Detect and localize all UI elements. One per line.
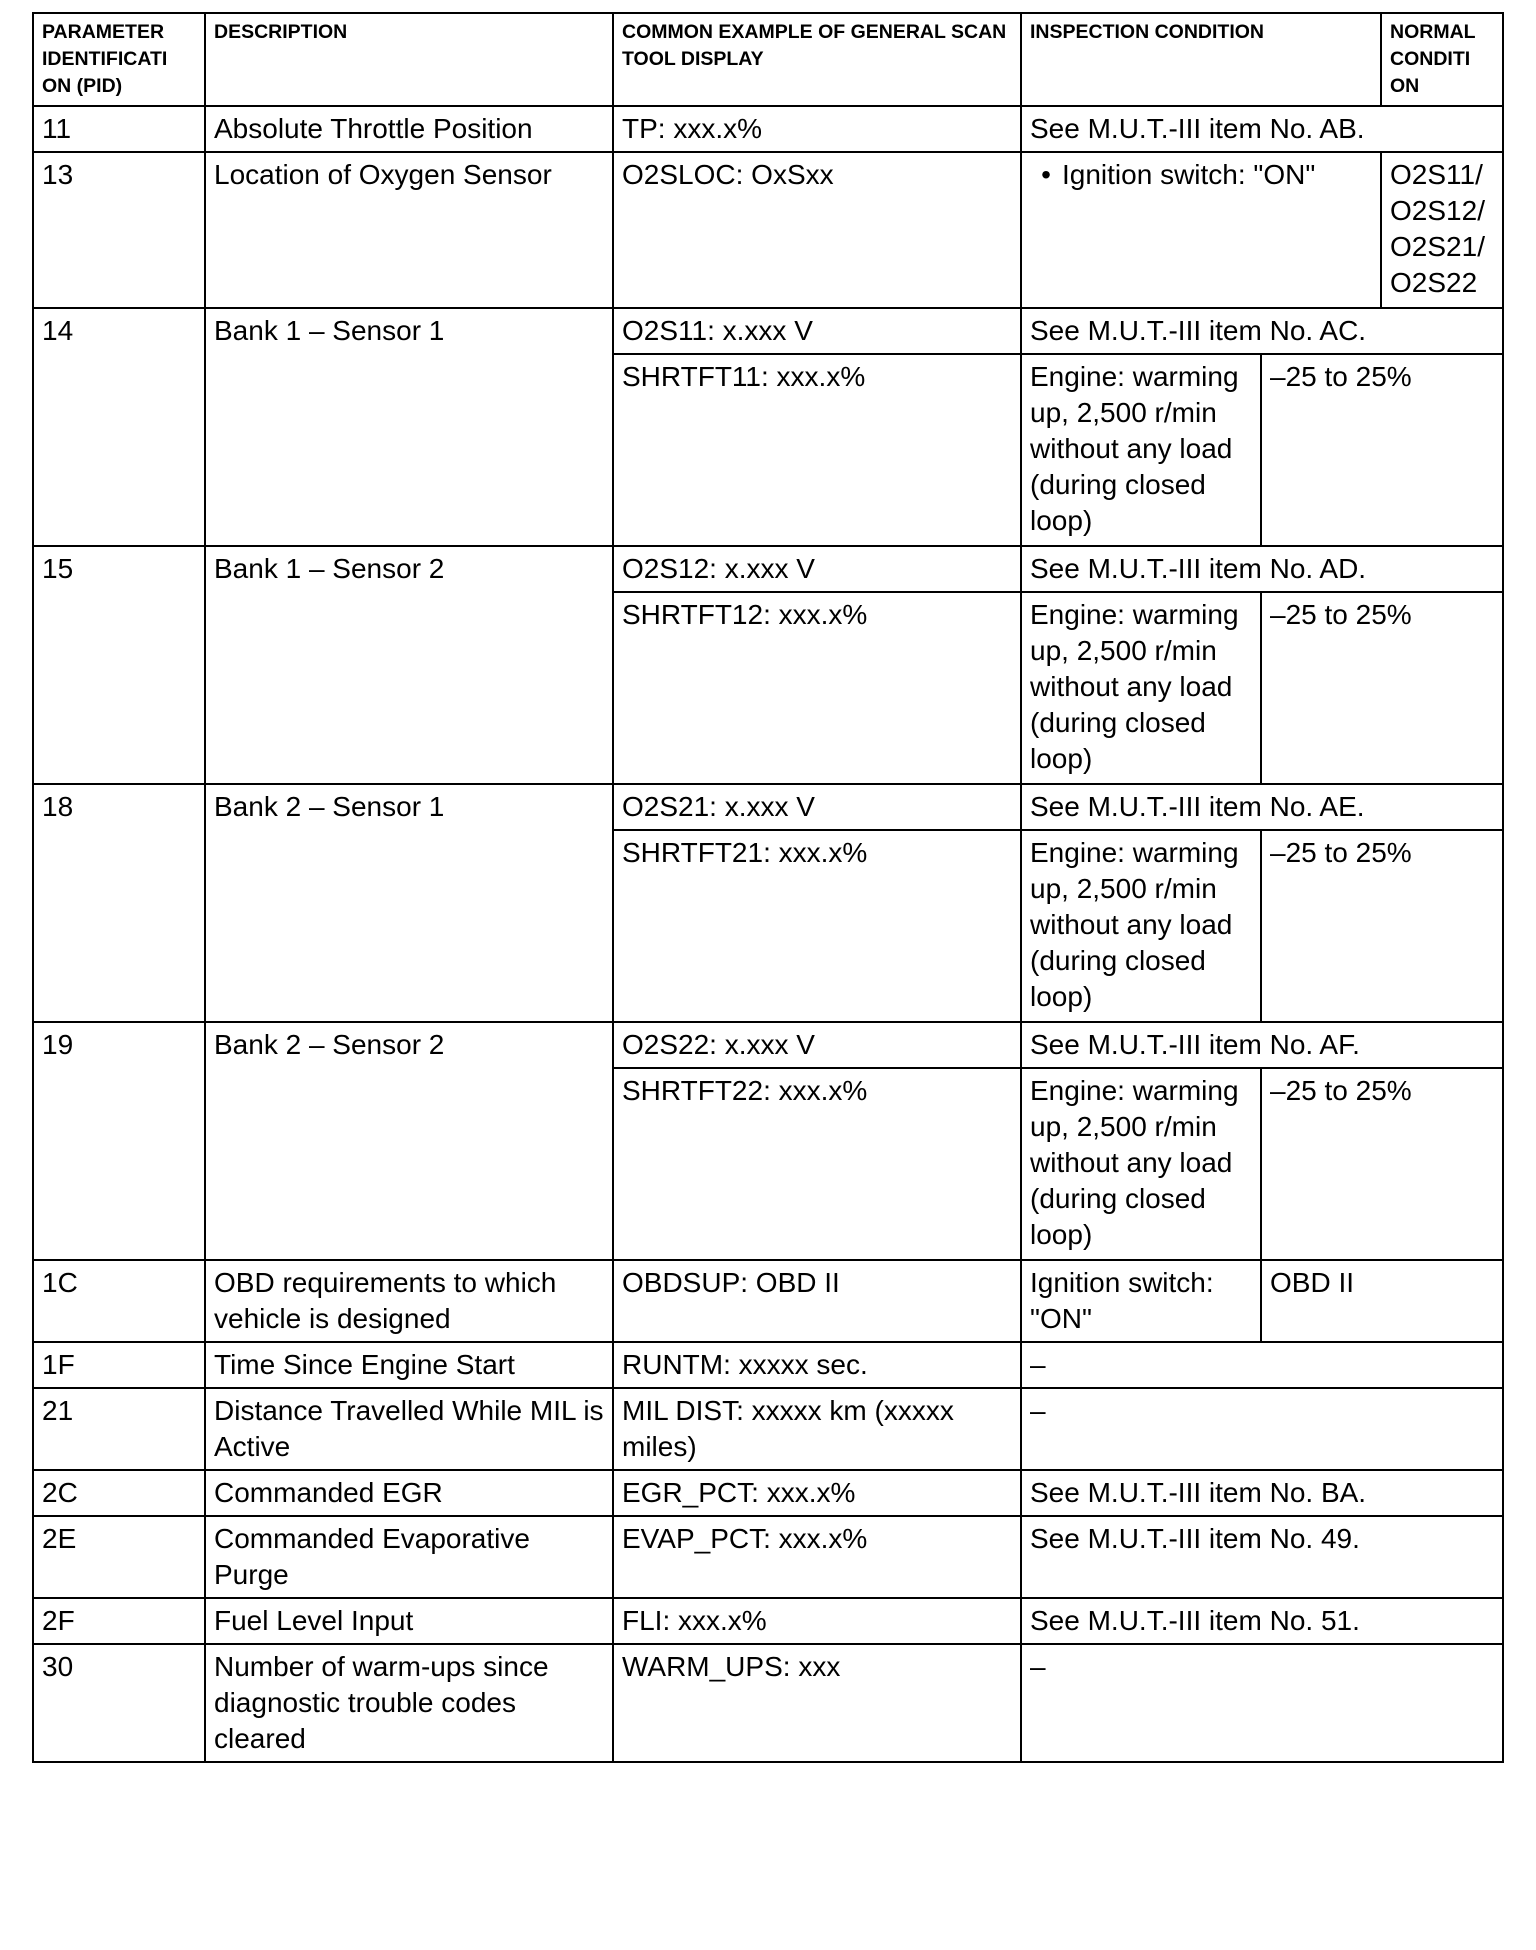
table-row <box>33 106 1503 152</box>
example-cell: SHRTFT12: xxx.x% <box>613 592 1021 784</box>
inspection-cell: Engine: warming up, 2,500 r/min without any load (during closed loop) <box>1021 1068 1261 1260</box>
description-cell: Number of warm-ups since diagnostic trouble codes cleared <box>205 1644 613 1762</box>
table-row <box>33 308 1503 354</box>
table-row <box>33 1644 1503 1762</box>
pid-cell: 2F <box>33 1598 205 1644</box>
inspection-cell: See M.U.T.-III item No. AE. <box>1021 784 1503 830</box>
description-cell: Fuel Level Input <box>205 1598 613 1644</box>
bullet-icon: • <box>1041 159 1051 190</box>
pid-cell: 18 <box>33 784 205 1022</box>
table-row <box>33 1260 1503 1342</box>
table-row <box>33 1516 1503 1598</box>
normal-cell <box>1381 152 1503 308</box>
pid-cell: 1C <box>33 1260 205 1342</box>
description-cell: Bank 2 – Sensor 1 <box>205 784 613 1022</box>
inspection-cell: – <box>1021 1342 1503 1388</box>
normal-line: O2S22 <box>1390 267 1478 298</box>
table-row <box>33 546 1503 592</box>
description-cell: OBD requirements to which vehicle is designed <box>205 1260 613 1342</box>
header-description: DESCRIPTION <box>205 13 613 106</box>
example-cell: O2SLOC: OxSxx <box>613 152 1021 308</box>
header-row <box>33 13 1503 106</box>
inspection-cell: – <box>1021 1644 1503 1762</box>
document-page <box>32 12 1502 1763</box>
header-example: COMMON EXAMPLE OF GENERAL SCAN TOOL DISPLAY <box>613 13 1021 106</box>
table-row <box>33 1470 1503 1516</box>
inspection-cell: See M.U.T.-III item No. AB. <box>1021 106 1503 152</box>
inspection-cell: Engine: warming up, 2,500 r/min without any load (during closed loop) <box>1021 354 1261 546</box>
example-cell: O2S21: x.xxx V <box>613 784 1021 830</box>
normal-cell: –25 to 25% <box>1261 592 1503 784</box>
example-cell: MIL DIST: xxxxx km (xxxxx miles) <box>613 1388 1021 1470</box>
normal-cell: –25 to 25% <box>1261 1068 1503 1260</box>
pid-cell: 30 <box>33 1644 205 1762</box>
example-cell: O2S11: x.xxx V <box>613 308 1021 354</box>
example-cell: EGR_PCT: xxx.x% <box>613 1470 1021 1516</box>
example-cell: SHRTFT11: xxx.x% <box>613 354 1021 546</box>
description-cell: Location of Oxygen Sensor <box>205 152 613 308</box>
normal-cell: OBD II <box>1261 1260 1503 1342</box>
table-row <box>33 1388 1503 1470</box>
inspection-text: Ignition switch: "ON" <box>1062 159 1316 190</box>
example-cell: FLI: xxx.x% <box>613 1598 1021 1644</box>
pid-table <box>32 12 1504 1763</box>
description-cell: Distance Travelled While MIL is Active <box>205 1388 613 1470</box>
inspection-cell: Ignition switch: "ON" <box>1021 1260 1261 1342</box>
example-cell: O2S22: x.xxx V <box>613 1022 1021 1068</box>
table-row <box>33 152 1503 308</box>
example-cell: RUNTM: xxxxx sec. <box>613 1342 1021 1388</box>
description-cell: Bank 1 – Sensor 1 <box>205 308 613 546</box>
example-cell: TP: xxx.x% <box>613 106 1021 152</box>
normal-line: O2S21/ <box>1390 231 1485 262</box>
normal-line: O2S11/ <box>1390 159 1483 190</box>
description-cell: Time Since Engine Start <box>205 1342 613 1388</box>
inspection-cell: See M.U.T.-III item No. AD. <box>1021 546 1503 592</box>
inspection-cell: See M.U.T.-III item No. BA. <box>1021 1470 1503 1516</box>
inspection-cell: See M.U.T.-III item No. 49. <box>1021 1516 1503 1598</box>
inspection-cell: See M.U.T.-III item No. AC. <box>1021 308 1503 354</box>
normal-line: O2S12/ <box>1390 195 1485 226</box>
header-normal: NORMAL CONDITI ON <box>1381 13 1503 106</box>
pid-cell: 11 <box>33 106 205 152</box>
inspection-cell: See M.U.T.-III item No. 51. <box>1021 1598 1503 1644</box>
normal-cell: –25 to 25% <box>1261 830 1503 1022</box>
inspection-cell: Engine: warming up, 2,500 r/min without any load (during closed loop) <box>1021 592 1261 784</box>
example-cell: SHRTFT21: xxx.x% <box>613 830 1021 1022</box>
pid-cell: 14 <box>33 308 205 546</box>
example-cell: SHRTFT22: xxx.x% <box>613 1068 1021 1260</box>
pid-cell: 13 <box>33 152 205 308</box>
description-cell: Absolute Throttle Position <box>205 106 613 152</box>
table-row <box>33 784 1503 830</box>
example-cell: O2S12: x.xxx V <box>613 546 1021 592</box>
description-cell: Commanded Evaporative Purge <box>205 1516 613 1598</box>
inspection-cell: See M.U.T.-III item No. AF. <box>1021 1022 1503 1068</box>
pid-cell: 19 <box>33 1022 205 1260</box>
pid-cell: 2C <box>33 1470 205 1516</box>
header-inspection: INSPECTION CONDITION <box>1021 13 1381 106</box>
example-cell: EVAP_PCT: xxx.x% <box>613 1516 1021 1598</box>
normal-cell: –25 to 25% <box>1261 354 1503 546</box>
inspection-cell: Engine: warming up, 2,500 r/min without any load (during closed loop) <box>1021 830 1261 1022</box>
example-cell: OBDSUP: OBD II <box>613 1260 1021 1342</box>
description-cell: Bank 2 – Sensor 2 <box>205 1022 613 1260</box>
description-cell: Commanded EGR <box>205 1470 613 1516</box>
header-pid: PARAMETER IDENTIFICATI ON (PID) <box>33 13 205 106</box>
table-row <box>33 1342 1503 1388</box>
inspection-cell: – <box>1021 1388 1503 1470</box>
example-cell: WARM_UPS: xxx <box>613 1644 1021 1762</box>
pid-cell: 21 <box>33 1388 205 1470</box>
pid-cell: 1F <box>33 1342 205 1388</box>
inspection-cell <box>1021 152 1381 308</box>
pid-cell: 2E <box>33 1516 205 1598</box>
table-row <box>33 1022 1503 1068</box>
table-row <box>33 1598 1503 1644</box>
description-cell: Bank 1 – Sensor 2 <box>205 546 613 784</box>
pid-cell: 15 <box>33 546 205 784</box>
